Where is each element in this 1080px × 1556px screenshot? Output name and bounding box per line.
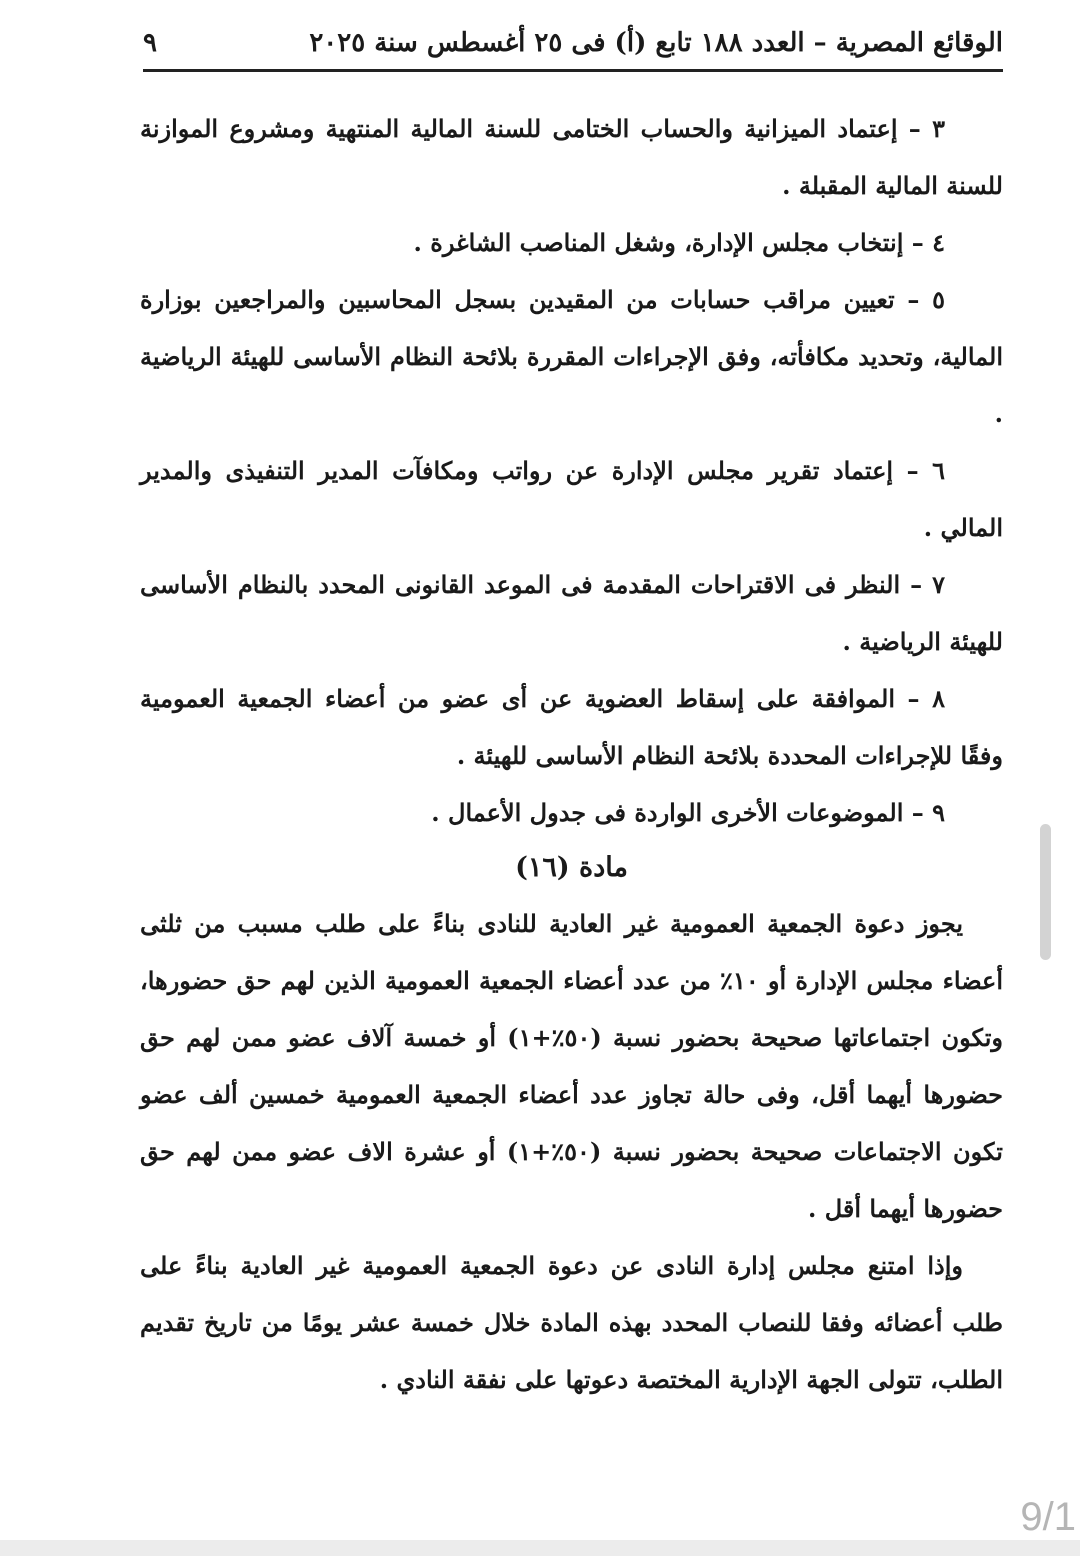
bottom-bar xyxy=(0,1540,1080,1556)
list-item-5: ٥ – تعيين مراقب حسابات من المقيدين بسجل المحاسبين والمراجعين بوزارة المالية، وتحديد مكافأته، وفق الإجراءات المقررة بلائحة النظام الأساسى للهيئة الرياضية . xyxy=(140,285,1003,428)
article-paragraph-1: يجوز دعوة الجمعية العمومية غير العادية للنادى بناءً على طلب مسبب من ثلثى أعضاء مجلس الإدارة أو ١٠٪ من عدد أعضاء الجمعية العمومية الذين لهم حق حضورها، وتكون اجتماعاتها صحيحة بحضور نسبة (٥٠٪+١) أو خمسة آلاف عضو ممن لهم حق حضورها أيهما أقل، وفى حالة تجاوز عدد أعضاء الجمعية العمومية خمسين ألف عضو تكون الاجتماعات صحيحة بحضور نسبة (٥٠٪+١) أو عشرة الاف عضو ممن لهم حق حضورها أيهما أقل . xyxy=(140,909,1004,1223)
page-header xyxy=(143,18,1003,68)
header-page-number: ٩ xyxy=(143,28,157,58)
article-heading: مادة (١٦) xyxy=(515,852,628,883)
article-paragraph-2: وإذا امتنع مجلس إدارة النادى عن دعوة الجمعية العمومية غير العادية بناءً على طلب أعضائه وفقا للنصاب المحدد بهذه المادة خلال خمسة عشر يومًا من تاريخ تقديم الطلب، تتولى الجهة الإدارية المختصة دعوتها على نفقة النادي . xyxy=(140,1251,1003,1394)
list-item-6: ٦ – إعتماد تقرير مجلس الإدارة عن رواتب ومكافآت المدير التنفيذى والمدير المالي . xyxy=(140,456,1003,542)
document-body xyxy=(140,100,1003,1408)
header-divider xyxy=(143,69,1003,72)
list-item-4: ٤ – إنتخاب مجلس الإدارة، وشغل المناصب الشاغرة . xyxy=(413,228,945,257)
header-title: الوقائع المصرية – العدد ١٨٨ تابع (أ) فى ٢٥ أغسطس سنة ٢٠٢٥ xyxy=(309,28,1003,58)
list-item-9: ٩ – الموضوعات الأخرى الواردة فى جدول الأعمال . xyxy=(431,798,945,827)
page-counter: 9/1 xyxy=(1020,1495,1076,1539)
list-item-7: ٧ – النظر فى الاقتراحات المقدمة فى الموعد القانونى المحدد بالنظام الأساسى للهيئة الرياضية . xyxy=(140,570,1003,656)
scrollbar-thumb[interactable] xyxy=(1040,824,1051,960)
list-item-8: ٨ – الموافقة على إسقاط العضوية عن أى عضو من أعضاء الجمعية العمومية وفقًا للإجراءات المحددة بلائحة النظام الأساسى للهيئة . xyxy=(140,684,1003,770)
list-item-3: ٣ – إعتماد الميزانية والحساب الختامى للسنة المالية المنتهية ومشروع الموازنة للسنة المالية المقبلة . xyxy=(140,114,1003,200)
